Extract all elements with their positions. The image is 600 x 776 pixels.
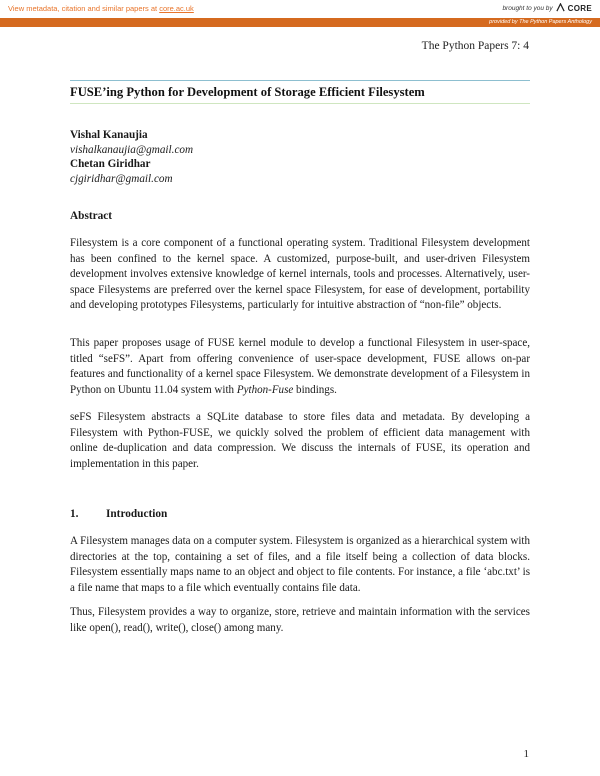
- python-fuse-term: Python-Fuse: [236, 383, 294, 396]
- section-number: 1.: [70, 508, 79, 520]
- section-heading-introduction: [70, 508, 167, 520]
- core-logo[interactable]: CORE: [567, 4, 592, 13]
- section-title: Introduction: [106, 508, 168, 520]
- core-provided-by[interactable]: provided by The Python Papers Anthology: [489, 19, 592, 25]
- author-name: Vishal Kanaujia: [70, 129, 148, 141]
- abstract-heading: Abstract: [70, 210, 113, 222]
- core-logo-icon: [556, 3, 565, 14]
- page-number: 1: [523, 748, 529, 760]
- abstract-p2-text: This paper proposes usage of FUSE kernel module to develop a functional Filesystem in user-space, titled “seFS”. Apart from offering convenience of user-space development, FUSE allows on-par features and functionality of a kernel space Filesystem. We demonstrate development of a Filesystem in Python on Ubuntu 11.04 system with: [70, 337, 530, 396]
- abstract-paragraph-2: [70, 336, 530, 398]
- core-brought-by: [502, 3, 592, 14]
- core-banner: [0, 0, 600, 18]
- running-head: The Python Papers 7: 4: [421, 40, 529, 52]
- core-link-url[interactable]: core.ac.uk: [159, 4, 194, 13]
- core-link-prefix: View metadata, citation and similar papers at: [8, 4, 158, 13]
- author-email: vishalkanaujia@gmail.com: [70, 143, 194, 156]
- core-brought-label: brought to you by: [502, 5, 553, 12]
- abstract-paragraph-3: seFS Filesystem abstracts a SQLite database to store files data and metadata. By developing a Filesystem with Python-FUSE, we quickly solved the problem of efficient data management with online de-duplication and data compression. We discuss the internals of FUSE, its operation and implementation in this paper.: [70, 411, 530, 470]
- author-block: [70, 128, 193, 186]
- title-box: [70, 80, 530, 104]
- abstract-paragraph-1: Filesystem is a core component of a functional operating system. Traditional Filesystem development has been confined to the kernel space. A customized, purpose-built, and user-driven Filesystem development involves extensive knowledge of kernel internals, tools and processes. Alternatively, user-space Filesystems are preferred over the kernel space Filesystem, for ease of development, portability and developing prototypes Filesystems, particularly for intuitive abstraction of “non-file” objects.: [70, 237, 530, 311]
- intro-paragraph-2: Thus, Filesystem provides a way to organize, store, retrieve and maintain information with the services like open(), read(), write(), close() among many.: [70, 606, 530, 634]
- intro-paragraph-1: A Filesystem manages data on a computer system. Filesystem is organized as a hierarchical system with directories at the top, containing a set of files, and a file itself being a collection of data blocks. Filesystem essentially maps name to an object and object to file contents. For instance, a file ‘abc.txt’ is a file name that maps to a file which eventually contains file data.: [70, 535, 530, 594]
- abstract-p2-end: bindings.: [293, 383, 337, 396]
- author-email: cjgiridhar@gmail.com: [70, 172, 173, 185]
- core-metadata-link[interactable]: [8, 4, 194, 13]
- author-name: Chetan Giridhar: [70, 158, 151, 170]
- paper-title: FUSE’ing Python for Development of Storage Efficient Filesystem: [70, 85, 425, 99]
